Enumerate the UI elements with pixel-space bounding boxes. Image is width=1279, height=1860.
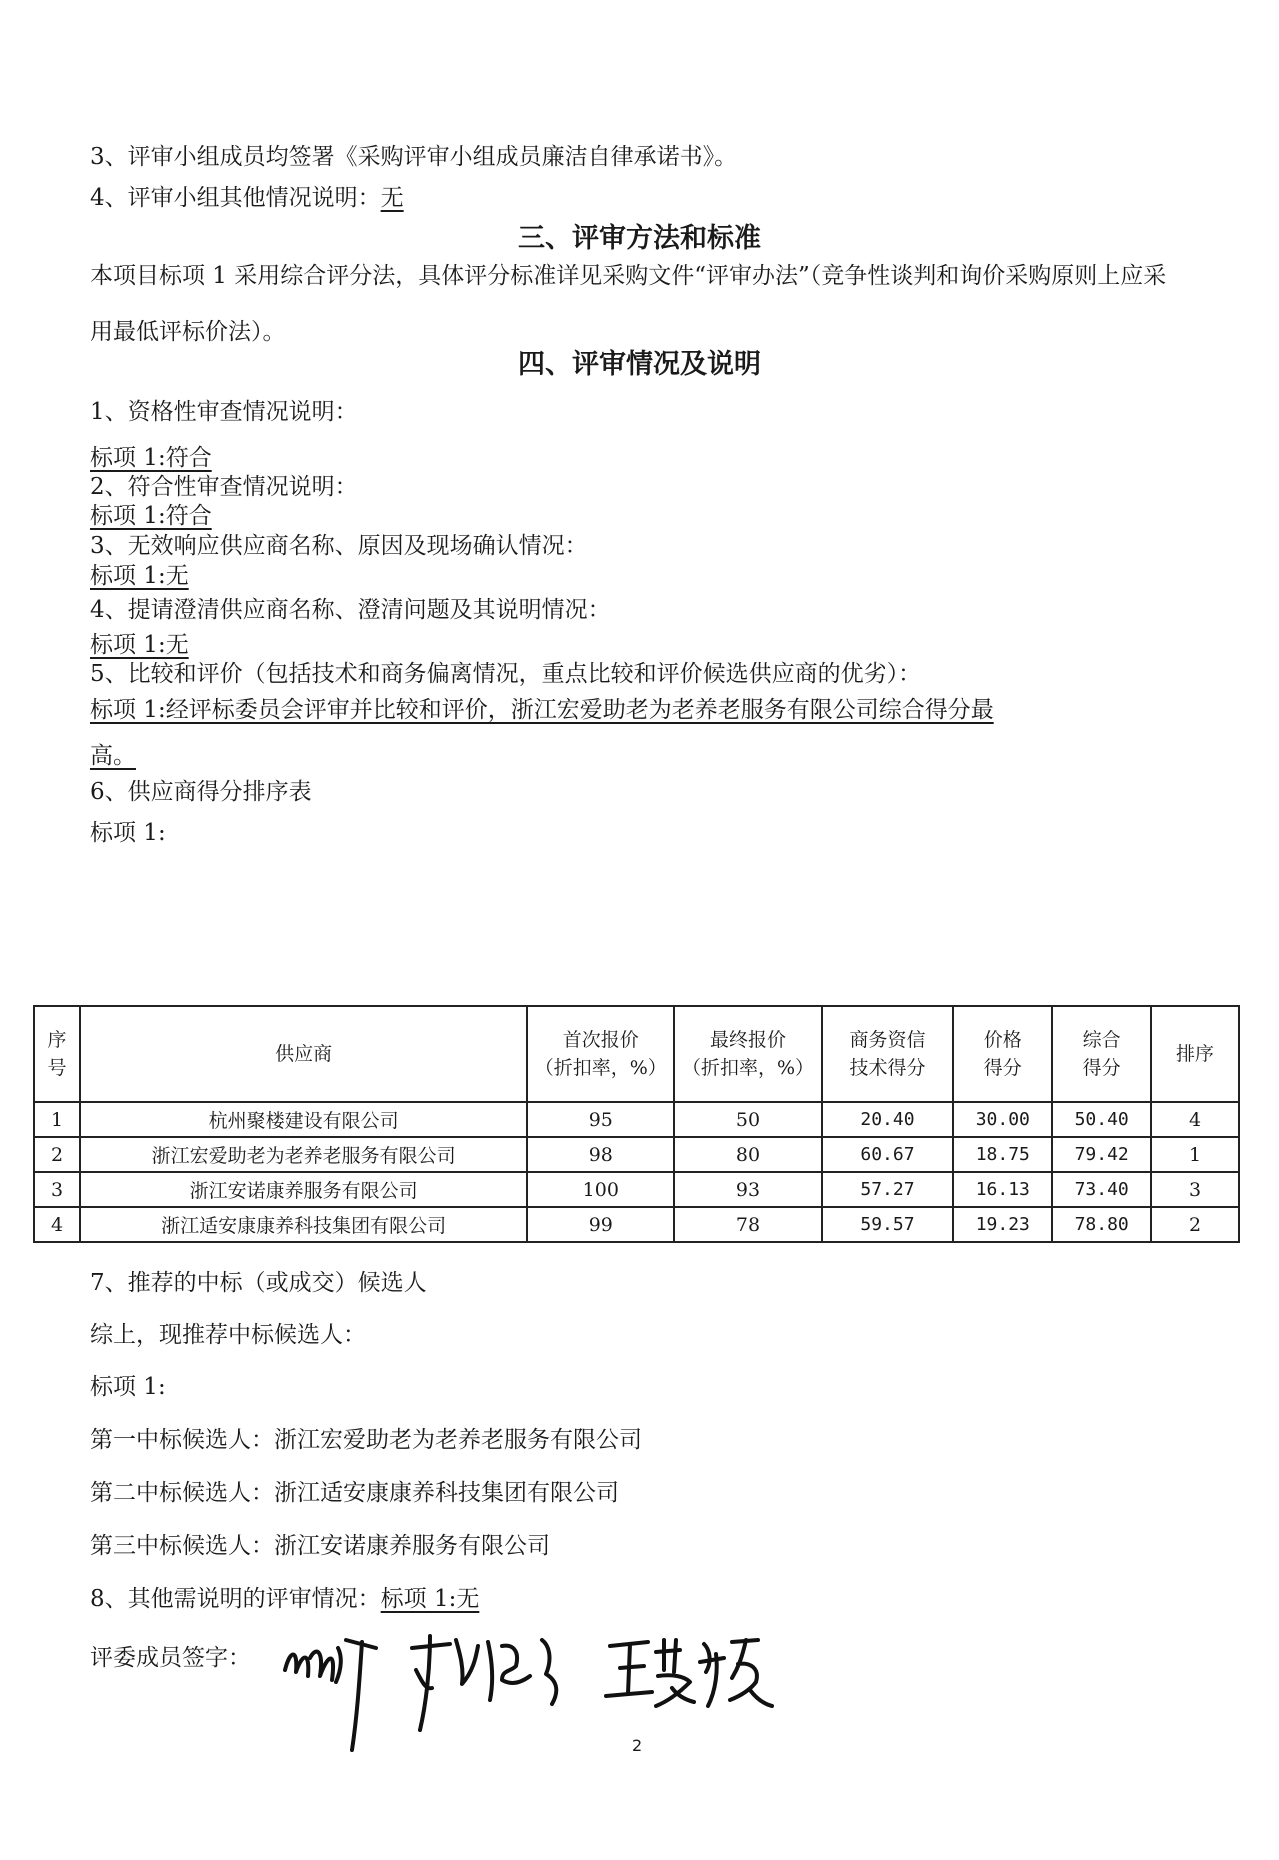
item-invalid-response-value: 标项 1:无 — [90, 563, 189, 589]
item-comparison-value-line2: 高。 — [90, 743, 136, 769]
table-header-row — [34, 1006, 1239, 1102]
cell-total-score: 50.40 — [1052, 1102, 1151, 1137]
signature-2 — [412, 1636, 556, 1730]
paragraph-other-notes — [90, 183, 1219, 213]
other-notes-value: 无 — [380, 185, 404, 211]
cell-final-price: 50 — [674, 1102, 821, 1137]
cell-price-score: 30.00 — [953, 1102, 1052, 1137]
header-supplier: 供应商 — [80, 1006, 527, 1102]
candidate-third: 第三中标候选人：浙江安诺康养服务有限公司 — [90, 1533, 550, 1559]
candidate-second: 第二中标候选人：浙江适安康康养科技集团有限公司 — [90, 1480, 619, 1506]
cell-seq: 1 — [34, 1102, 80, 1137]
header-total-score: 综合 得分 — [1052, 1006, 1151, 1102]
paragraph-integrity-pledge: 3、评审小组成员均签署《采购评审小组成员廉洁自律承诺书》。 — [90, 144, 738, 170]
item-conformity-value: 标项 1:符合 — [90, 503, 212, 529]
cell-first-price: 99 — [527, 1207, 674, 1242]
candidate-first: 第一中标候选人：浙江宏爱助老为老养老服务有限公司 — [90, 1427, 642, 1453]
item-comparison-title: 5、比较和评价（包括技术和商务偏离情况，重点比较和评价候选供应商的优劣）： — [90, 661, 922, 687]
cell-total-score: 79.42 — [1052, 1137, 1151, 1172]
cell-supplier: 浙江安诺康养服务有限公司 — [80, 1172, 527, 1207]
cell-final-price: 80 — [674, 1137, 821, 1172]
cell-tech-score: 20.40 — [822, 1102, 954, 1137]
other-notes-label: 4、评审小组其他情况说明： — [90, 185, 381, 211]
cell-tech-score: 57.27 — [822, 1172, 954, 1207]
table-row — [34, 1172, 1239, 1207]
cell-supplier: 杭州聚楼建设有限公司 — [80, 1102, 527, 1137]
cell-seq: 4 — [34, 1207, 80, 1242]
cell-first-price: 100 — [527, 1172, 674, 1207]
section-heading-review: 四、评审情况及说明 — [518, 349, 761, 380]
signature-label: 评委成员签字： — [90, 1645, 251, 1671]
item-conformity-title: 2、符合性审查情况说明： — [90, 474, 358, 500]
recommendation-summary: 综上，现推荐中标候选人： — [90, 1322, 366, 1348]
cell-total-score: 73.40 — [1052, 1172, 1151, 1207]
item-qualification-title: 1、资格性审查情况说明： — [90, 399, 358, 425]
cell-price-score: 18.75 — [953, 1137, 1052, 1172]
cell-first-price: 98 — [527, 1137, 674, 1172]
cell-seq: 2 — [34, 1137, 80, 1172]
cell-rank: 2 — [1151, 1207, 1239, 1242]
other-notes-lot-value: 标项 1:无 — [380, 1586, 480, 1612]
item-comparison-value-line1: 标项 1:经评标委员会评审并比较和评价，浙江宏爱助老为老养老服务有限公司综合得分最 — [90, 697, 994, 723]
cell-tech-score: 59.57 — [822, 1207, 954, 1242]
header-first-price: 首次报价 （折扣率，%） — [527, 1006, 674, 1102]
header-rank: 排序 — [1151, 1006, 1239, 1102]
paragraph-scoring-method: 本项目标项 1 采用综合评分法，具体评分标准详见采购文件“评审办法”（竞争性谈判和询价采购原则上应采用最低评标价法）。 — [90, 263, 1167, 345]
cell-rank: 4 — [1151, 1102, 1239, 1137]
cell-tech-score: 60.67 — [822, 1137, 954, 1172]
page-number: 2 — [632, 1736, 643, 1755]
table-row — [34, 1102, 1239, 1137]
table-row — [34, 1137, 1239, 1172]
item-qualification-value: 标项 1:符合 — [90, 445, 212, 471]
header-price-score: 价格 得分 — [953, 1006, 1052, 1102]
item-ranking-title: 6、供应商得分排序表 — [90, 779, 312, 805]
header-final-price: 最终报价 （折扣率，%） — [674, 1006, 821, 1102]
cell-supplier: 浙江适安康康养科技集团有限公司 — [80, 1207, 527, 1242]
other-notes-title: 8、其他需说明的评审情况： — [90, 1586, 381, 1612]
cell-rank: 1 — [1151, 1137, 1239, 1172]
handwritten-signatures — [280, 1610, 840, 1760]
cell-total-score: 78.80 — [1052, 1207, 1151, 1242]
cell-price-score: 16.13 — [953, 1172, 1052, 1207]
item-clarification-title: 4、提请澄清供应商名称、澄清问题及其说明情况： — [90, 597, 611, 623]
signature-1 — [285, 1640, 376, 1750]
item-clarification-value: 标项 1:无 — [90, 632, 189, 658]
cell-price-score: 19.23 — [953, 1207, 1052, 1242]
supplier-score-table — [33, 1005, 1240, 1243]
signature-3-wang-mengying — [606, 1640, 772, 1706]
header-seq: 序 号 — [34, 1006, 80, 1102]
cell-first-price: 95 — [527, 1102, 674, 1137]
item-invalid-response-title: 3、无效响应供应商名称、原因及现场确认情况： — [90, 533, 588, 559]
cell-final-price: 78 — [674, 1207, 821, 1242]
table-row — [34, 1207, 1239, 1242]
section-heading-method: 三、评审方法和标准 — [518, 223, 761, 254]
item-ranking-lot: 标项 1: — [90, 820, 166, 846]
cell-seq: 3 — [34, 1172, 80, 1207]
recommendation-lot: 标项 1: — [90, 1374, 166, 1400]
cell-rank: 3 — [1151, 1172, 1239, 1207]
header-tech-score: 商务资信 技术得分 — [822, 1006, 954, 1102]
item-recommendation-title: 7、推荐的中标（或成交）候选人 — [90, 1270, 427, 1296]
cell-supplier: 浙江宏爱助老为老养老服务有限公司 — [80, 1137, 527, 1172]
cell-final-price: 93 — [674, 1172, 821, 1207]
